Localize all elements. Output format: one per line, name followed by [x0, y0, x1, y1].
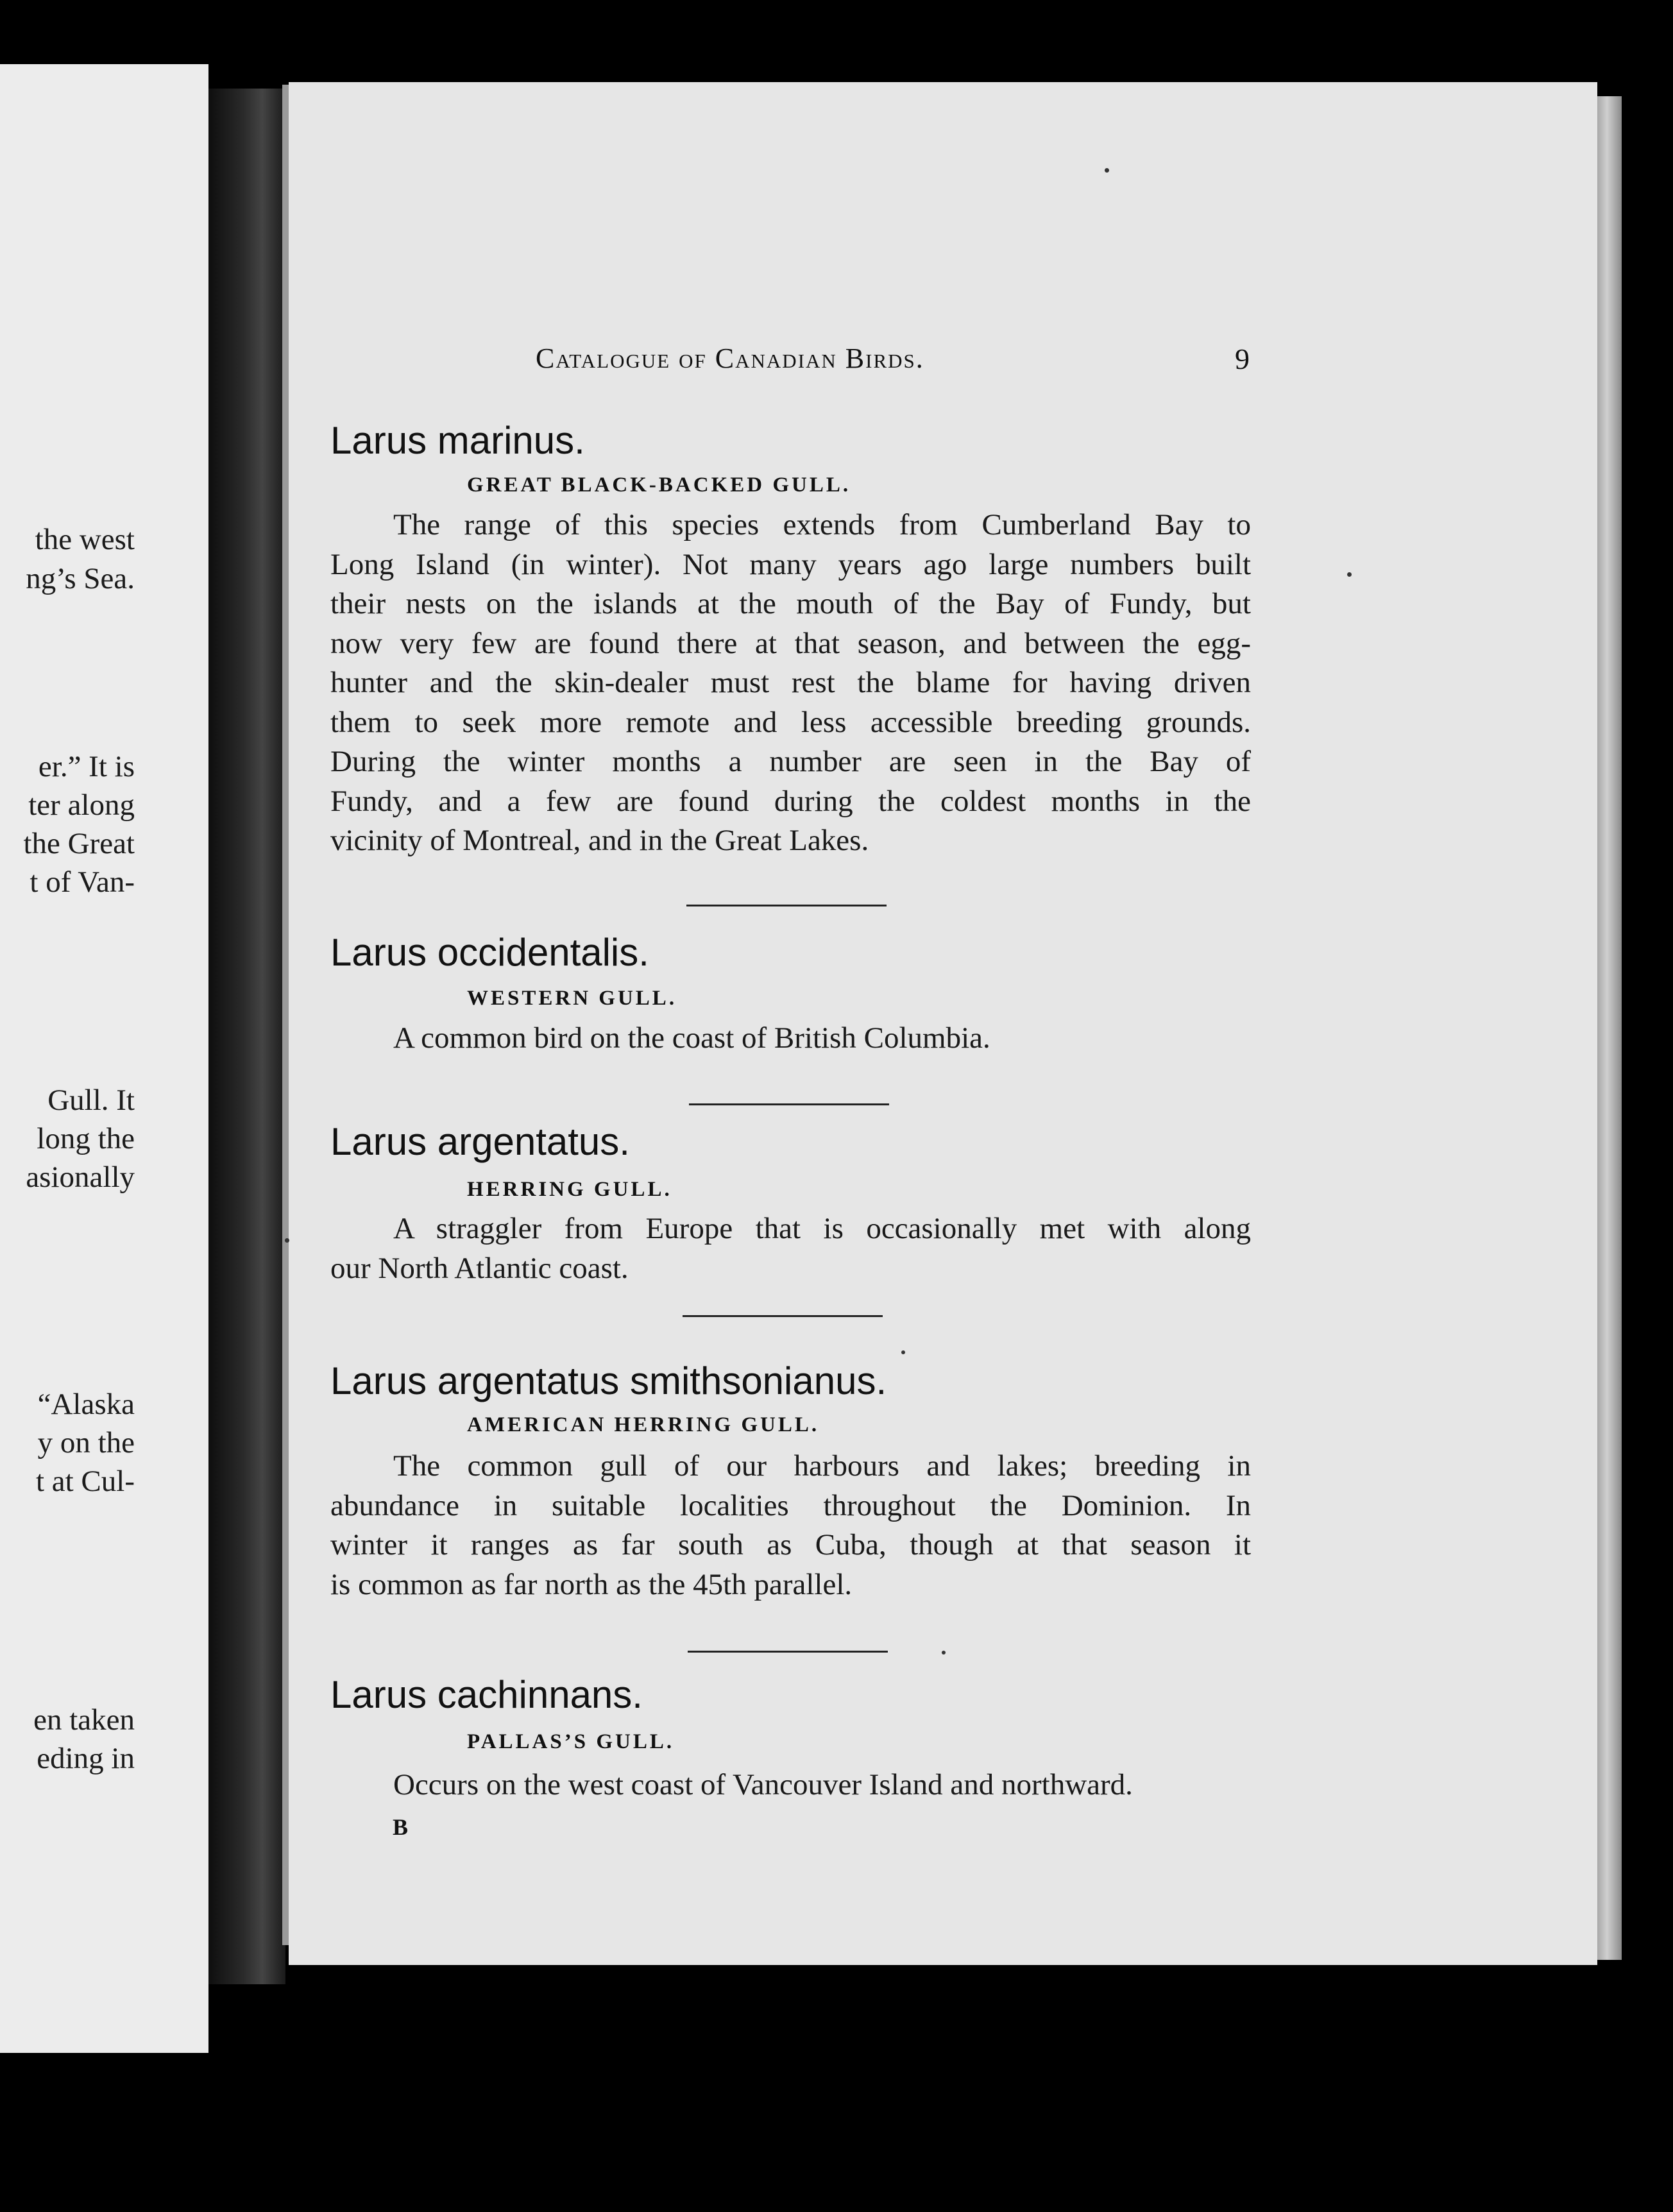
left-page-text-line: long the [37, 1122, 135, 1155]
signature-mark: B [393, 1814, 409, 1840]
section-divider [683, 1315, 883, 1317]
ink-speck [901, 1350, 905, 1354]
species-description [330, 1209, 1251, 1288]
section-divider [686, 905, 887, 906]
left-page-fragment [0, 64, 208, 2053]
left-page-text-line: eding in [37, 1742, 135, 1775]
text-line: The common gull of our harbours and lakes; breeding in [393, 1449, 1251, 1483]
text-line: abundance in suitable localities throughout the Dominion. In [330, 1488, 1251, 1522]
text-line: now very few are found there at that season, and between the egg- [330, 626, 1251, 660]
text-line: A straggler from Europe that is occasionally met with along [393, 1212, 1251, 1245]
text-line: Long Island (in winter). Not many years ago large numbers built [330, 547, 1251, 581]
common-name: HERRING GULL. [467, 1178, 672, 1201]
left-page-text-line: en taken [33, 1703, 135, 1737]
page-number: 9 [1235, 343, 1250, 375]
species-description [330, 1447, 1251, 1604]
common-name: GREAT BLACK-BACKED GULL. [467, 473, 851, 497]
section-divider [688, 1651, 888, 1653]
left-page-text-line: ng’s Sea. [26, 562, 135, 595]
species-description [330, 506, 1251, 861]
common-name: WESTERN GULL. [467, 987, 677, 1010]
ink-speck [1105, 168, 1109, 173]
section-divider [689, 1103, 889, 1105]
left-page-text-line: y on the [37, 1426, 135, 1459]
ink-speck [1347, 572, 1352, 577]
text-line: vicinity of Montreal, and in the Great Lakes. [330, 824, 869, 857]
left-page-text-line: the Great [23, 827, 135, 860]
page-edge [1597, 96, 1622, 1960]
text-line: During the winter months a number are seen in the Bay of [330, 745, 1251, 778]
left-page-text-line: “Alaska [37, 1388, 135, 1421]
book-gutter [208, 89, 285, 1984]
species-heading: Larus occidentalis. [330, 931, 649, 974]
text-line: our North Atlantic coast. [330, 1251, 629, 1285]
text-line: Fundy, and a few are found during the coldest months in the [330, 784, 1251, 818]
common-name: PALLAS’S GULL. [467, 1730, 675, 1753]
left-page-text-line: er.” It is [38, 750, 135, 783]
ink-speck [285, 1238, 289, 1243]
text-line: A common bird on the coast of British Columbia. [393, 1021, 990, 1055]
left-page-text-line: t of Van- [30, 865, 135, 899]
left-page-text-line: t at Cul- [35, 1465, 135, 1498]
text-line: The range of this species extends from Cumberland Bay to [393, 508, 1251, 541]
text-line: them to seek more remote and less accessible breeding grounds. [330, 705, 1251, 739]
left-page-text-line: the west [35, 523, 135, 556]
ink-speck [942, 1651, 946, 1655]
text-line: Occurs on the west coast of Vancouver Island and northward. [393, 1768, 1133, 1801]
common-name: AMERICAN HERRING GULL. [467, 1413, 820, 1436]
species-description [330, 1765, 1251, 1805]
species-heading: Larus marinus. [330, 419, 585, 462]
text-line: is common as far north as the 45th parallel. [330, 1567, 853, 1601]
species-heading: Larus argentatus smithsonianus. [330, 1359, 887, 1402]
text-line: hunter and the skin-dealer must rest the blame for having driven [330, 666, 1251, 699]
text-line: their nests on the islands at the mouth of the Bay of Fundy, but [330, 587, 1251, 620]
species-heading: Larus cachinnans. [330, 1673, 643, 1716]
left-page-text-line: asionally [26, 1161, 135, 1194]
species-heading: Larus argentatus. [330, 1120, 630, 1163]
text-line: winter it ranges as far south as Cuba, though at that season it [330, 1528, 1251, 1561]
running-title: Catalogue of Canadian Birds. [536, 343, 924, 374]
left-page-text-line: Gull. It [47, 1084, 135, 1117]
left-page-text-line: ter along [28, 788, 135, 822]
species-description [330, 1019, 1251, 1059]
